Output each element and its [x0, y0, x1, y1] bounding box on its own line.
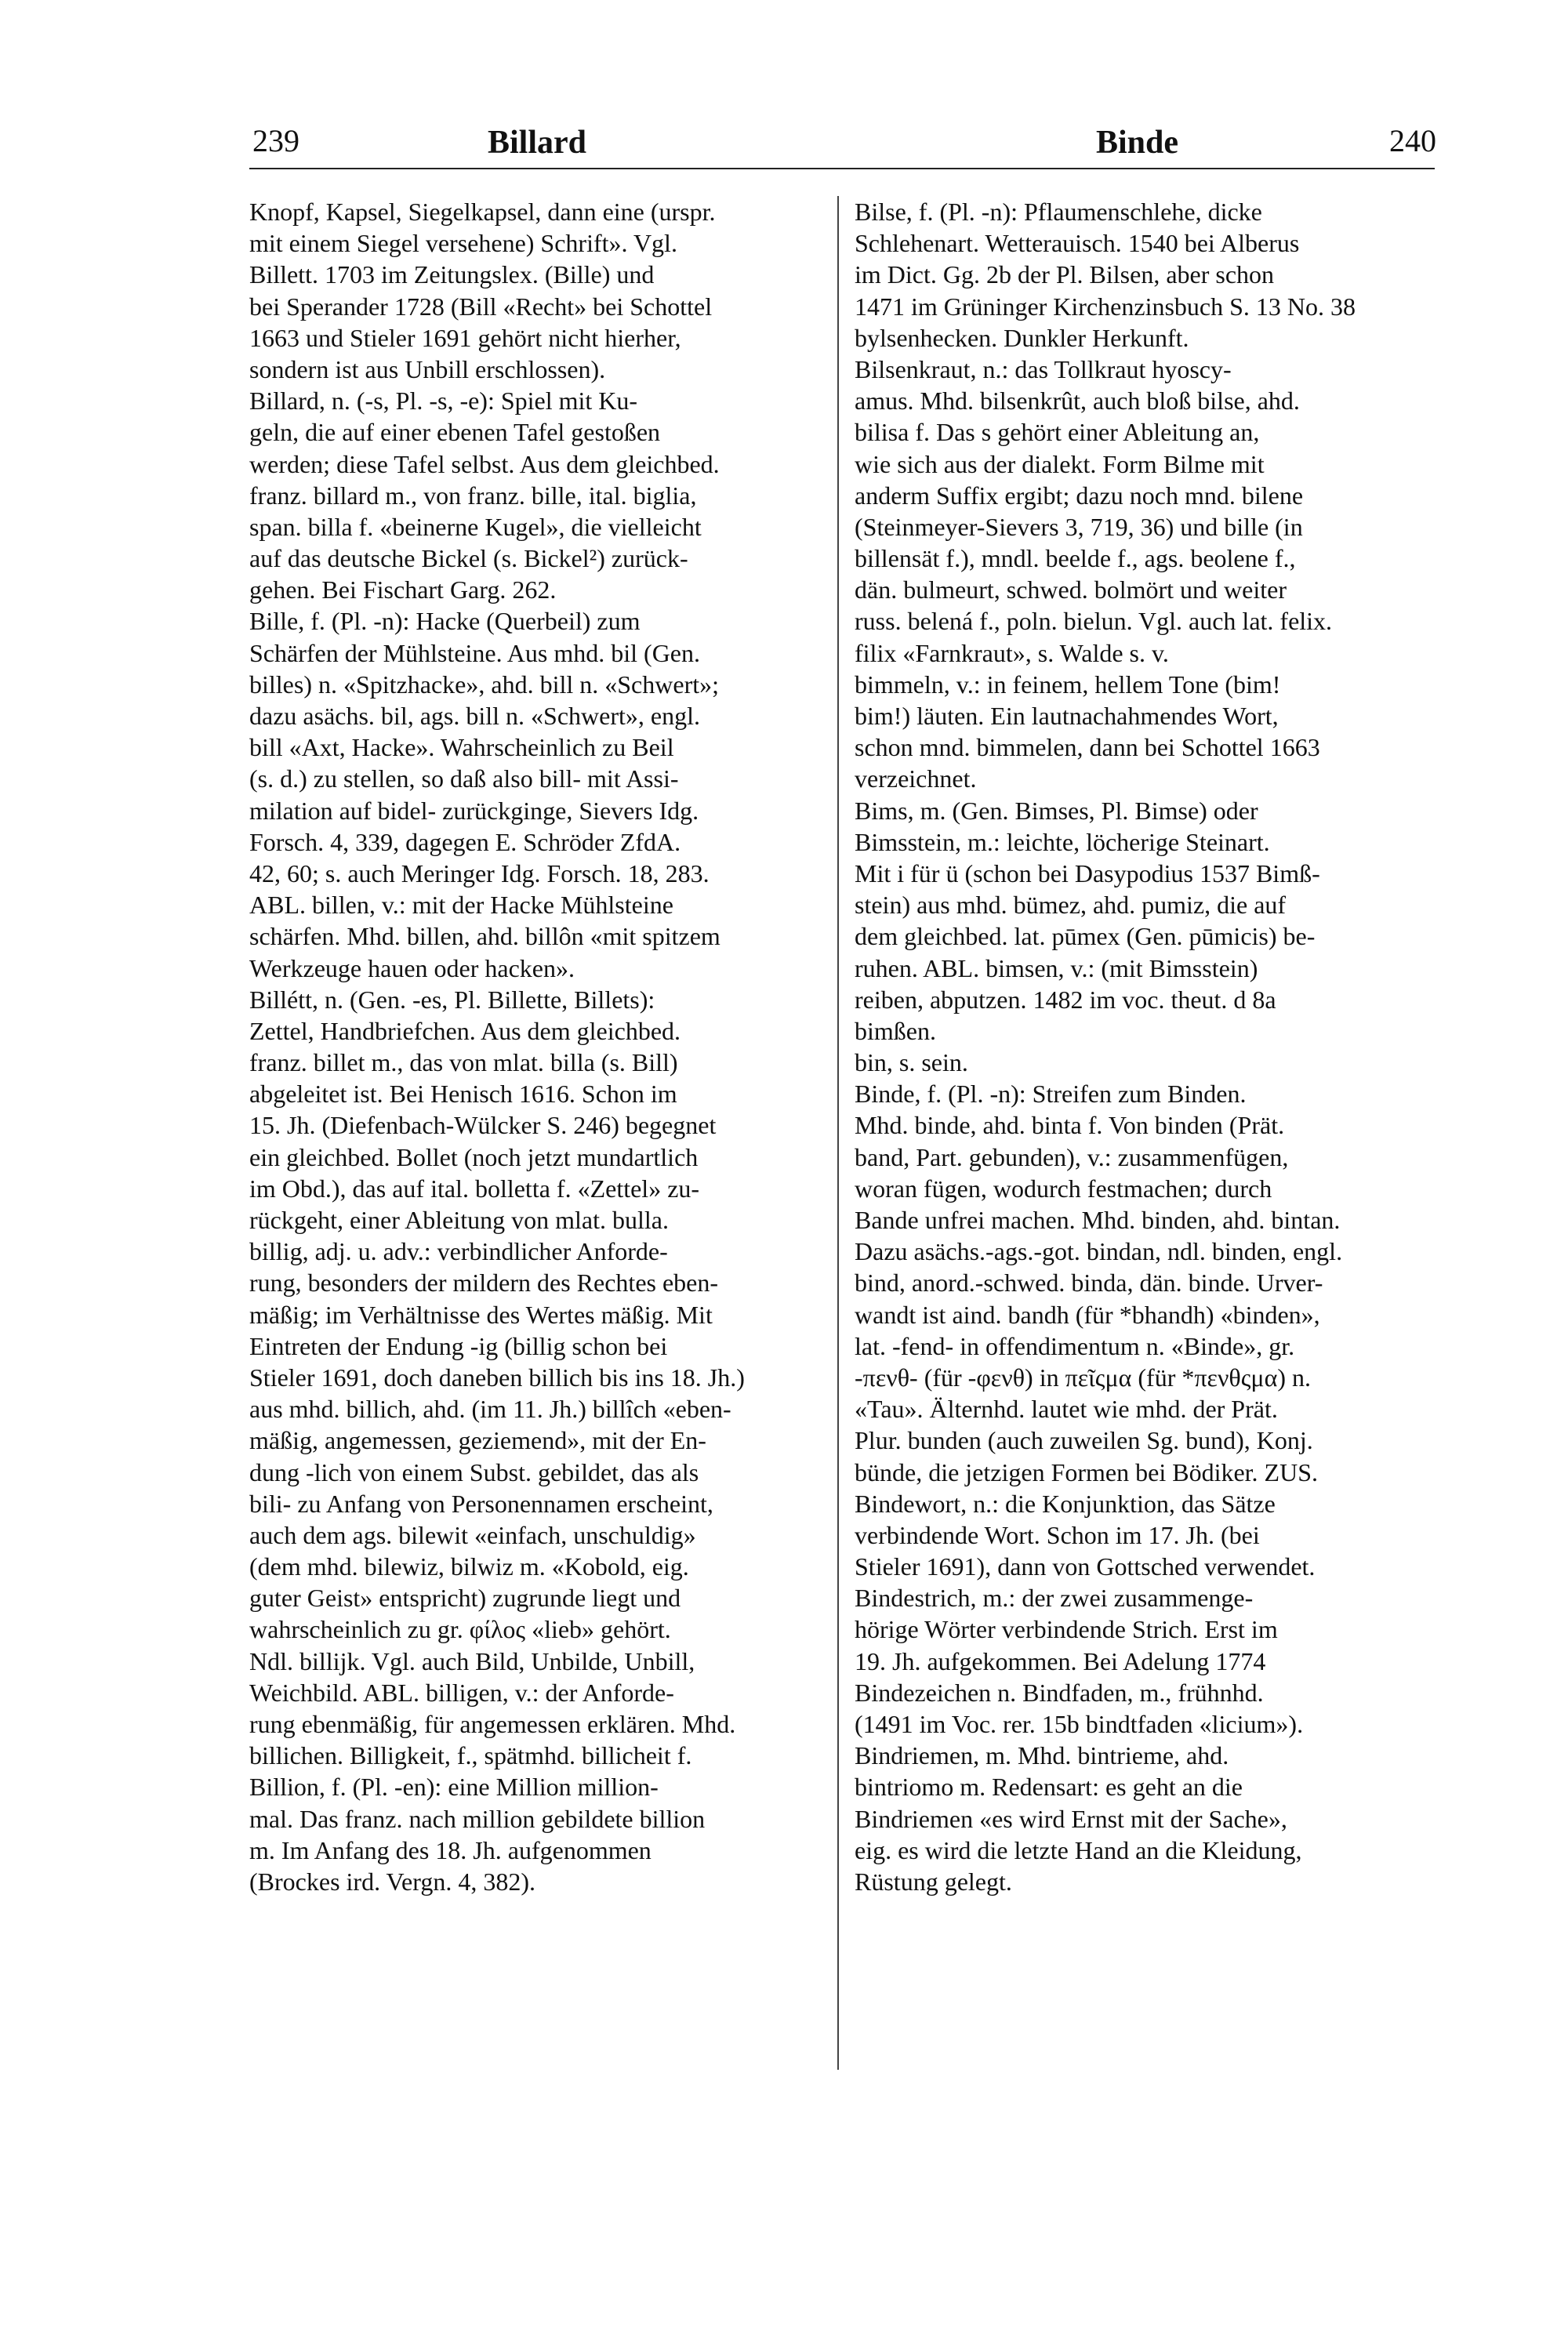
text-line: amus. Mhd. bilsenkrût, auch bloß bilse, ahd.	[855, 387, 1300, 416]
text-line: mäßig, angemessen, geziemend», mit der En-	[249, 1426, 706, 1455]
text-line: «Tau». Älternhd. lautet wie mhd. der Prät.	[855, 1395, 1278, 1424]
text-line: ABL. billen, v.: mit der Hacke Mühlsteine	[249, 891, 673, 920]
text-line: Eintreten der Endung -ig (billig schon bei	[249, 1331, 668, 1360]
text-line: Knopf, Kapsel, Siegelkapsel, dann eine (urspr.	[249, 198, 716, 226]
text-line: verzeichnet.	[855, 764, 977, 793]
text-line: sondern ist aus Unbill erschlossen).	[249, 354, 606, 383]
text-line: guter Geist» entspricht) zugrunde liegt und	[249, 1584, 681, 1613]
text-line: Forsch. 4, 339, dagegen E. Schröder ZfdA.	[249, 827, 681, 856]
text-line: dazu asächs. bil, ags. bill n. «Schwert», engl.	[249, 702, 700, 730]
text-line: wandt ist aind. bandh (für *bhandh) «binden»,	[855, 1300, 1320, 1329]
text-line: Plur. bunden (auch zuweilen Sg. bund), Konj.	[855, 1426, 1313, 1455]
text-line: wahrscheinlich zu gr. φίλος «lieb» gehört.	[249, 1615, 671, 1644]
text-line: Rüstung gelegt.	[855, 1867, 1012, 1896]
text-line: Ndl. billijk. Vgl. auch Bild, Unbilde, Unbill,	[249, 1646, 695, 1675]
text-line: rückgeht, einer Ableitung von mlat. bulla.	[249, 1206, 669, 1234]
text-line: ruhen. ABL. bimsen, v.: (mit Bimsstein)	[855, 953, 1258, 982]
text-line: wie sich aus der dialekt. Form Bilme mit	[855, 449, 1265, 478]
text-line: im Dict. Gg. 2b der Pl. Bilsen, aber schon	[855, 260, 1275, 289]
text-line: dung -lich von einem Subst. gebildet, das als	[249, 1457, 699, 1486]
text-line: span. billa f. «beinerne Kugel», die vielleicht	[249, 512, 702, 541]
text-line: bilisa f. Das s gehört einer Ableitung an,	[855, 418, 1260, 447]
text-line: bylsenhecken. Dunkler Herkunft.	[855, 323, 1189, 352]
left-column	[249, 196, 833, 2117]
text-line: Stieler 1691, doch daneben billich bis ins 18. Jh.)	[249, 1363, 745, 1392]
text-line: Schärfen der Mühlsteine. Aus mhd. bil (Gen.	[249, 638, 700, 667]
text-line: Bindewort, n.: die Konjunktion, das Sätze	[855, 1489, 1276, 1518]
text-line: milation auf bidel- zurückginge, Sievers Idg.	[249, 796, 699, 825]
text-line: bünde, die jetzigen Formen bei Bödiker. ZUS.	[855, 1457, 1318, 1486]
text-line: verbindende Wort. Schon im 17. Jh. (bei	[855, 1520, 1260, 1549]
text-line: Billion, f. (Pl. -en): eine Million million-	[249, 1773, 659, 1802]
text-line: Zettel, Handbriefchen. Aus dem gleichbed.	[249, 1016, 681, 1045]
text-line: Bindezeichen n. Bindfaden, m., frühnhd.	[855, 1678, 1264, 1707]
text-line: Billett. 1703 im Zeitungslex. (Bille) und	[249, 260, 655, 289]
text-line: bimßen.	[855, 1016, 936, 1045]
text-line: mal. Das franz. nach million gebildete billion	[249, 1804, 706, 1833]
text-line: Bille, f. (Pl. -n): Hacke (Querbeil) zum	[249, 607, 641, 636]
text-line: band, Part. gebunden), v.: zusammenfügen,	[855, 1142, 1289, 1171]
text-line: -πενθ- (für -φενθ) in πεῖςμα (für *πενθςμα) n.	[855, 1363, 1311, 1392]
text-line: bim!) läuten. Ein lautnachahmendes Wort,	[855, 702, 1279, 730]
text-line: gehen. Bei Fischart Garg. 262.	[249, 575, 557, 604]
text-line: anderm Suffix ergibt; dazu noch mnd. bilene	[855, 481, 1304, 510]
text-line: russ. belená f., poln. bielun. Vgl. auch lat. felix.	[855, 607, 1333, 636]
text-line: franz. billard m., von franz. bille, ital. biglia,	[249, 481, 697, 510]
text-line: geln, die auf einer ebenen Tafel gestoßen	[249, 418, 661, 447]
text-line: bili- zu Anfang von Personennamen erscheint,	[249, 1489, 713, 1518]
page-number-right: 240	[1389, 123, 1436, 158]
text-line: 42, 60; s. auch Meringer Idg. Forsch. 18, 283.	[249, 858, 710, 887]
text-line: Billétt, n. (Gen. -es, Pl. Billette, Billets):	[249, 985, 655, 1014]
column-divider	[837, 196, 839, 2070]
text-line: (Brockes ird. Vergn. 4, 382).	[249, 1867, 535, 1896]
text-line: Mhd. binde, ahd. binta f. Von binden (Prät.	[855, 1111, 1285, 1140]
text-line: auch dem ags. bilewit «einfach, unschuldig»	[249, 1520, 696, 1549]
text-line: Bindestrich, m.: der zwei zusammenge-	[855, 1584, 1254, 1613]
text-line: billensät f.), mndl. beelde f., ags. beolene f.,	[855, 544, 1296, 573]
text-line: Bimsstein, m.: leichte, löcherige Steinart.	[855, 827, 1270, 856]
text-line: ein gleichbed. Bollet (noch jetzt mundartlich	[249, 1142, 699, 1171]
text-line: bei Sperander 1728 (Bill «Recht» bei Schottel	[249, 292, 713, 321]
text-line: (1491 im Voc. rer. 15b bindtfaden «licium»).	[855, 1710, 1304, 1738]
text-line: rung ebenmäßig, für angemessen erklären. Mhd.	[249, 1710, 736, 1738]
text-line: m. Im Anfang des 18. Jh. aufgenommen	[249, 1835, 652, 1864]
text-line: filix «Farnkraut», s. Walde s. v.	[855, 638, 1169, 667]
text-line: franz. billet m., das von mlat. billa (s. Bill)	[249, 1048, 678, 1077]
text-line: stein) aus mhd. bümez, ahd. pumiz, die auf	[855, 891, 1287, 920]
text-line: reiben, abputzen. 1482 im voc. theut. d 8a	[855, 985, 1276, 1014]
text-line: Weichbild. ABL. billigen, v.: der Anforde-	[249, 1678, 674, 1707]
text-line: bill «Axt, Hacke». Wahrscheinlich zu Beil	[249, 733, 674, 762]
text-line: bind, anord.-schwed. binda, dän. binde. Urver-	[855, 1269, 1323, 1298]
text-line: rung, besonders der mildern des Rechtes eben-	[249, 1269, 719, 1298]
text-line: Mit i für ü (schon bei Dasypodius 1537 Bimß-	[855, 858, 1320, 887]
text-line: (s. d.) zu stellen, so daß also bill- mit Assi-	[249, 764, 679, 793]
text-line: Bilse, f. (Pl. -n): Pflaumenschlehe, dicke	[855, 198, 1262, 226]
text-line: woran fügen, wodurch festmachen; durch	[855, 1174, 1272, 1203]
text-line: Bande unfrei machen. Mhd. binden, ahd. bintan.	[855, 1206, 1341, 1234]
right-column	[855, 196, 1438, 2117]
text-line: dän. bulmeurt, schwed. bolmört und weiter	[855, 575, 1287, 604]
header-rule	[249, 168, 1435, 169]
text-line: Bilsenkraut, n.: das Tollkraut hyoscy-	[855, 354, 1232, 383]
text-line: (Steinmeyer-Sievers 3, 719, 36) und bille (in	[855, 512, 1303, 541]
text-line: Werkzeuge hauen oder hacken».	[249, 953, 575, 982]
text-line: Dazu asächs.-ags.-got. bindan, ndl. binden, engl.	[855, 1237, 1343, 1266]
text-line: bimmeln, v.: in feinem, hellem Tone (bim!	[855, 670, 1281, 699]
text-line: 15. Jh. (Diefenbach-Wülcker S. 246) begegnet	[249, 1111, 717, 1140]
text-line: Stieler 1691), dann von Gottsched verwendet.	[855, 1552, 1316, 1581]
text-line: billig, adj. u. adv.: verbindlicher Anforde-	[249, 1237, 668, 1266]
text-line: mit einem Siegel versehene) Schrift». Vgl.	[249, 229, 677, 258]
text-line: schon mnd. bimmelen, dann bei Schottel 1663	[855, 733, 1320, 762]
text-line: Bindriemen, m. Mhd. bintrieme, ahd.	[855, 1741, 1229, 1770]
text-line: aus mhd. billich, ahd. (im 11. Jh.) billîch «eben-	[249, 1395, 731, 1424]
running-headword-right: Binde	[1096, 125, 1179, 161]
text-line: Bims, m. (Gen. Bimses, Pl. Bimse) oder	[855, 796, 1258, 825]
text-line: hörige Wörter verbindende Strich. Erst im	[855, 1615, 1278, 1644]
text-line: billichen. Billigkeit, f., spätmhd. billicheit f.	[249, 1741, 692, 1770]
text-line: werden; diese Tafel selbst. Aus dem gleichbed.	[249, 449, 720, 478]
text-line: eig. es wird die letzte Hand an die Kleidung,	[855, 1835, 1302, 1864]
text-line: billes) n. «Spitzhacke», ahd. bill n. «Schwert»;	[249, 670, 719, 699]
text-line: 1663 und Stieler 1691 gehört nicht hierher,	[249, 323, 681, 352]
text-line: dem gleichbed. lat. pūmex (Gen. pūmicis) be-	[855, 922, 1316, 951]
text-line: abgeleitet ist. Bei Henisch 1616. Schon im	[249, 1080, 677, 1109]
text-line: Billard, n. (-s, Pl. -s, -e): Spiel mit Ku-	[249, 387, 638, 416]
text-line: bin, s. sein.	[855, 1048, 968, 1077]
page-number-left: 239	[252, 123, 299, 158]
text-line: im Obd.), das auf ital. bolletta f. «Zettel» zu-	[249, 1174, 700, 1203]
text-line: (dem mhd. bilewiz, bilwiz m. «Kobold, eig.	[249, 1552, 689, 1581]
running-headword-left: Billard	[488, 125, 587, 161]
text-line: lat. -fend- in offendimentum n. «Binde», gr.	[855, 1331, 1295, 1360]
text-line: mäßig; im Verhältnisse des Wertes mäßig. Mit	[249, 1300, 713, 1329]
text-line: schärfen. Mhd. billen, ahd. billôn «mit spitzem	[249, 922, 720, 951]
text-line: 19. Jh. aufgekommen. Bei Adelung 1774	[855, 1646, 1266, 1675]
text-line: auf das deutsche Bickel (s. Bickel²) zurück-	[249, 544, 688, 573]
text-line: 1471 im Grüninger Kirchenzinsbuch S. 13 No. 38	[855, 292, 1356, 321]
text-line: Binde, f. (Pl. -n): Streifen zum Binden.	[855, 1080, 1247, 1109]
text-line: bintriomo m. Redensart: es geht an die	[855, 1773, 1243, 1802]
text-line: Bindriemen «es wird Ernst mit der Sache»,	[855, 1804, 1287, 1833]
text-line: Schlehenart. Wetterauisch. 1540 bei Alberus	[855, 229, 1300, 258]
